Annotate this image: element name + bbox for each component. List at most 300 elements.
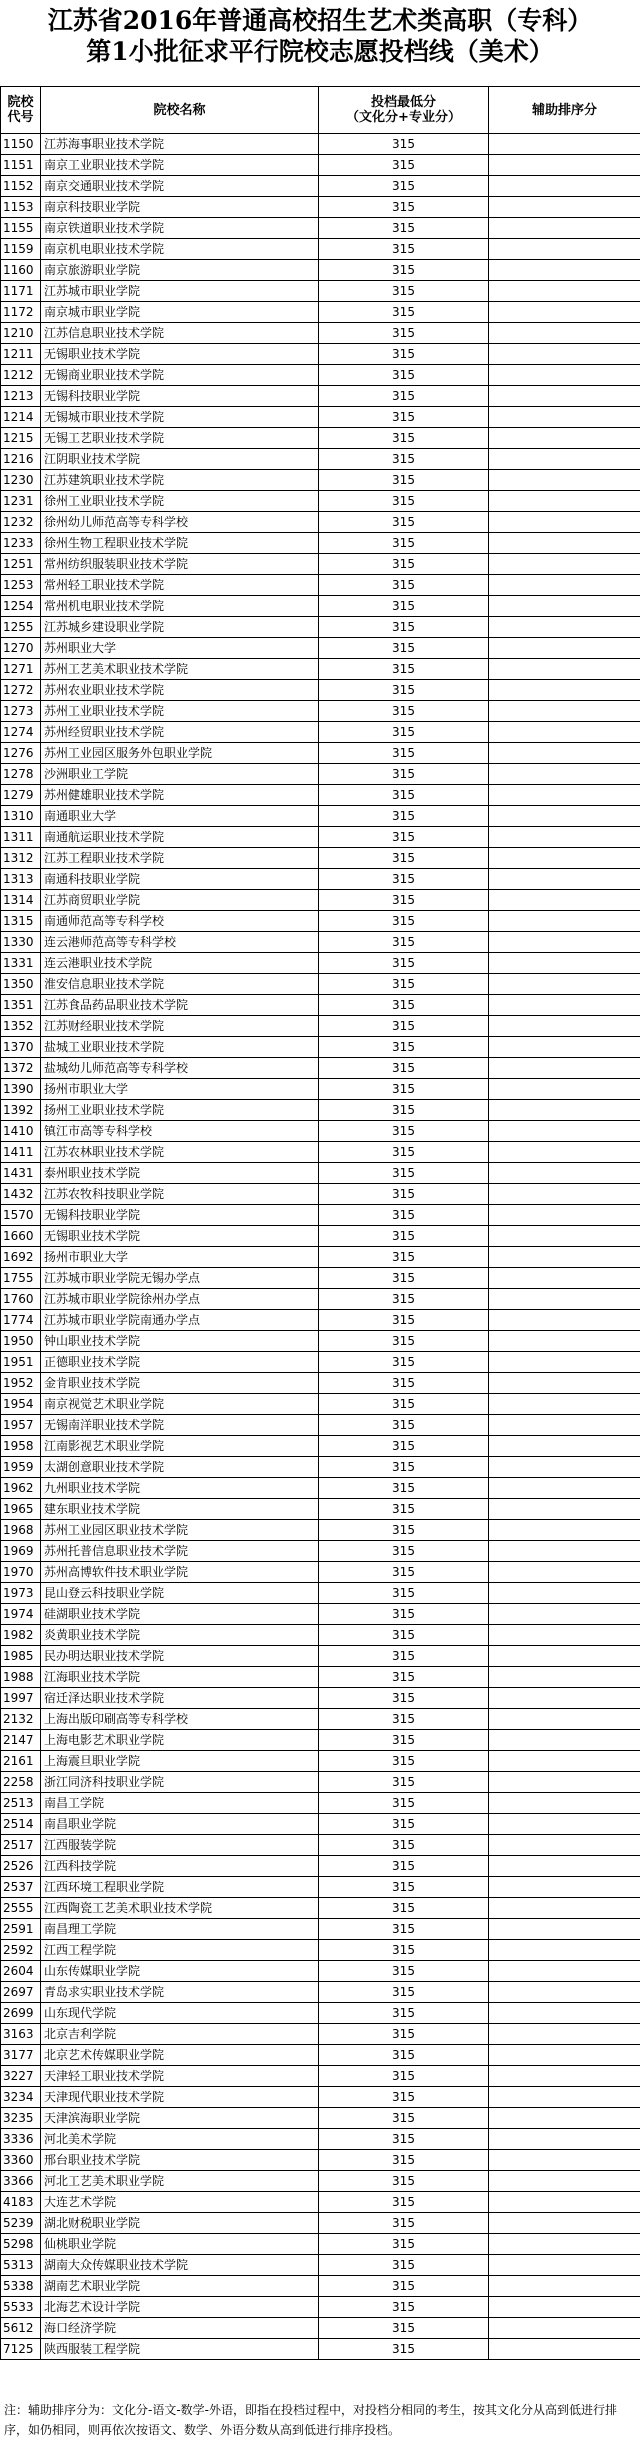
aux-rank-cell [489,2234,640,2255]
header-name: 院校名称 [41,87,319,134]
school-code-cell: 2526 [1,1856,41,1877]
school-code-cell: 1310 [1,806,41,827]
min-score-cell: 315 [319,1289,489,1310]
aux-rank-cell [489,680,640,701]
school-name-cell: 仙桃职业学院 [41,2234,319,2255]
min-score-cell: 315 [319,260,489,281]
min-score-cell: 315 [319,1373,489,1394]
school-code-cell: 2132 [1,1709,41,1730]
school-code-cell: 3177 [1,2045,41,2066]
aux-rank-cell [489,1016,640,1037]
min-score-cell: 315 [319,1247,489,1268]
table-row [1,1835,640,1856]
school-name-cell: 上海震旦职业学院 [41,1751,319,1772]
school-code-cell: 1274 [1,722,41,743]
aux-rank-cell [489,1436,640,1457]
school-name-cell: 上海电影艺术职业学院 [41,1730,319,1751]
min-score-cell: 315 [319,2003,489,2024]
school-code-cell: 5533 [1,2297,41,2318]
table-row [1,1814,640,1835]
school-code-cell: 1411 [1,1142,41,1163]
min-score-cell: 315 [319,806,489,827]
min-score-cell: 315 [319,1688,489,1709]
school-name-cell: 江西陶瓷工艺美术职业技术学院 [41,1898,319,1919]
aux-rank-cell [489,1667,640,1688]
min-score-cell: 315 [319,1625,489,1646]
aux-rank-cell [489,1814,640,1835]
school-code-cell: 1997 [1,1688,41,1709]
min-score-cell: 315 [319,365,489,386]
aux-rank-cell [489,428,640,449]
school-code-cell: 1774 [1,1310,41,1331]
min-score-cell: 315 [319,1268,489,1289]
min-score-cell: 315 [319,764,489,785]
aux-rank-cell [489,134,640,155]
school-name-cell: 泰州职业技术学院 [41,1163,319,1184]
school-code-cell: 1410 [1,1121,41,1142]
school-name-cell: 山东现代学院 [41,2003,319,2024]
aux-rank-cell [489,449,640,470]
school-code-cell: 1151 [1,155,41,176]
table-row [1,554,640,575]
school-name-cell: 宿迁泽达职业技术学院 [41,1688,319,1709]
table-row [1,1226,640,1247]
table-row [1,848,640,869]
table-row [1,239,640,260]
min-score-cell: 315 [319,1520,489,1541]
aux-rank-cell [489,743,640,764]
table-row [1,1037,640,1058]
school-code-cell: 1370 [1,1037,41,1058]
school-code-cell: 3366 [1,2171,41,2192]
aux-rank-cell [489,806,640,827]
min-score-cell: 315 [319,2129,489,2150]
aux-rank-cell [489,344,640,365]
aux-rank-cell [489,239,640,260]
aux-rank-cell [489,1310,640,1331]
table-row [1,827,640,848]
school-code-cell: 1232 [1,512,41,533]
table-row [1,1436,640,1457]
table-row [1,1268,640,1289]
school-name-cell: 青岛求实职业技术学院 [41,1982,319,2003]
school-name-cell: 北海艺术设计学院 [41,2297,319,2318]
min-score-cell: 315 [319,239,489,260]
table-row [1,869,640,890]
min-score-cell: 315 [319,386,489,407]
min-score-cell: 315 [319,281,489,302]
table-row [1,134,640,155]
school-code-cell: 1958 [1,1436,41,1457]
min-score-cell: 315 [319,932,489,953]
table-row [1,1352,640,1373]
school-name-cell: 南通航运职业技术学院 [41,827,319,848]
aux-rank-cell [489,1856,640,1877]
min-score-cell: 315 [319,218,489,239]
school-code-cell: 1973 [1,1583,41,1604]
aux-rank-cell [489,911,640,932]
aux-rank-cell [489,1205,640,1226]
table-row [1,1373,640,1394]
table-row [1,1982,640,2003]
aux-rank-cell [489,281,640,302]
school-name-cell: 南京旅游职业学院 [41,260,319,281]
table-row [1,1457,640,1478]
min-score-cell: 315 [319,701,489,722]
school-code-cell: 1160 [1,260,41,281]
school-name-cell: 上海出版印刷高等专科学校 [41,1709,319,1730]
min-score-cell: 315 [319,2045,489,2066]
aux-rank-cell [489,785,640,806]
table-row [1,2066,640,2087]
table-row [1,806,640,827]
school-code-cell: 1760 [1,1289,41,1310]
page-subtitle: 第1小批征求平行院校志愿投档线（美术） [86,37,554,66]
aux-rank-cell [489,1835,640,1856]
school-code-cell: 1968 [1,1520,41,1541]
min-score-cell: 315 [319,1478,489,1499]
school-name-cell: 江苏商贸职业学院 [41,890,319,911]
aux-rank-cell [489,1562,640,1583]
aux-rank-cell [489,1688,640,1709]
table-row [1,1646,640,1667]
table-row [1,1709,640,1730]
aux-rank-cell [489,2003,640,2024]
table-row [1,575,640,596]
min-score-cell: 315 [319,1037,489,1058]
school-name-cell: 无锡商业职业技术学院 [41,365,319,386]
school-name-cell: 南昌职业学院 [41,1814,319,1835]
school-name-cell: 九州职业技术学院 [41,1478,319,1499]
table-row [1,1919,640,1940]
school-code-cell: 1270 [1,638,41,659]
aux-rank-cell [489,1037,640,1058]
aux-rank-cell [489,1499,640,1520]
school-code-cell: 1974 [1,1604,41,1625]
school-name-cell: 盐城幼儿师范高等专科学校 [41,1058,319,1079]
table-row [1,1625,640,1646]
aux-rank-cell [489,1919,640,1940]
school-code-cell: 1570 [1,1205,41,1226]
min-score-cell: 315 [319,2276,489,2297]
school-code-cell: 1171 [1,281,41,302]
school-code-cell: 7125 [1,2339,41,2360]
table-row [1,428,640,449]
table-row [1,743,640,764]
school-name-cell: 山东传媒职业学院 [41,1961,319,1982]
school-code-cell: 2258 [1,1772,41,1793]
min-score-cell: 315 [319,596,489,617]
table-row [1,617,640,638]
min-score-cell: 315 [319,2339,489,2360]
table-row [1,2192,640,2213]
table-row [1,1205,640,1226]
school-name-cell: 江西科技学院 [41,1856,319,1877]
min-score-cell: 315 [319,1919,489,1940]
aux-rank-cell [489,1520,640,1541]
min-score-cell: 315 [319,722,489,743]
school-code-cell: 2697 [1,1982,41,2003]
table-row [1,1940,640,1961]
school-name-cell: 淮安信息职业技术学院 [41,974,319,995]
school-code-cell: 2592 [1,1940,41,1961]
table-row [1,1121,640,1142]
school-code-cell: 1211 [1,344,41,365]
school-name-cell: 河北工艺美术职业学院 [41,2171,319,2192]
aux-rank-cell [489,470,640,491]
table-row [1,1856,640,1877]
table-row [1,512,640,533]
aux-rank-cell [489,1772,640,1793]
aux-rank-cell [489,1541,640,1562]
table-row [1,2276,640,2297]
school-code-cell: 1965 [1,1499,41,1520]
table-row [1,1058,640,1079]
min-score-cell: 315 [319,512,489,533]
table-row [1,1877,640,1898]
table-row [1,386,640,407]
min-score-cell: 315 [319,1310,489,1331]
aux-rank-cell [489,1982,640,2003]
school-name-cell: 江苏财经职业技术学院 [41,1016,319,1037]
aux-rank-cell [489,2087,640,2108]
school-code-cell: 1152 [1,176,41,197]
school-code-cell: 1254 [1,596,41,617]
school-name-cell: 苏州农业职业技术学院 [41,680,319,701]
school-name-cell: 江苏城乡建设职业学院 [41,617,319,638]
aux-rank-cell [489,1268,640,1289]
school-code-cell: 1172 [1,302,41,323]
min-score-cell: 315 [319,197,489,218]
min-score-cell: 315 [319,1142,489,1163]
school-name-cell: 江阴职业技术学院 [41,449,319,470]
school-code-cell: 1155 [1,218,41,239]
school-name-cell: 江苏食品药品职业技术学院 [41,995,319,1016]
school-name-cell: 建东职业技术学院 [41,1499,319,1520]
school-code-cell: 1982 [1,1625,41,1646]
school-code-cell: 2517 [1,1835,41,1856]
school-code-cell: 2604 [1,1961,41,1982]
aux-rank-cell [489,197,640,218]
min-score-cell: 315 [319,848,489,869]
school-name-cell: 南京科技职业学院 [41,197,319,218]
aux-rank-cell [489,2024,640,2045]
school-code-cell: 1331 [1,953,41,974]
admission-table [0,86,640,2360]
school-name-cell: 江苏信息职业技术学院 [41,323,319,344]
min-score-cell: 315 [319,617,489,638]
table-row [1,638,640,659]
min-score-cell: 315 [319,2318,489,2339]
school-name-cell: 连云港师范高等专科学校 [41,932,319,953]
school-code-cell: 3163 [1,2024,41,2045]
min-score-cell: 315 [319,155,489,176]
table-row [1,491,640,512]
school-code-cell: 1350 [1,974,41,995]
aux-rank-cell [489,155,640,176]
school-code-cell: 1952 [1,1373,41,1394]
table-row [1,701,640,722]
school-code-cell: 5298 [1,2234,41,2255]
school-name-cell: 镇江市高等专科学校 [41,1121,319,1142]
school-name-cell: 南昌工学院 [41,1793,319,1814]
school-code-cell: 5338 [1,2276,41,2297]
aux-rank-cell [489,596,640,617]
table-body [1,134,640,2360]
min-score-cell: 315 [319,1016,489,1037]
aux-rank-cell [489,1142,640,1163]
table-header-row [1,87,640,134]
school-code-cell: 1159 [1,239,41,260]
school-name-cell: 江苏城市职业学院南通办学点 [41,1310,319,1331]
aux-rank-cell [489,1394,640,1415]
school-code-cell: 1432 [1,1184,41,1205]
school-code-cell: 1330 [1,932,41,953]
school-name-cell: 苏州经贸职业技术学院 [41,722,319,743]
min-score-cell: 315 [319,176,489,197]
table-row [1,596,640,617]
min-score-cell: 315 [319,1772,489,1793]
aux-rank-cell [489,218,640,239]
min-score-cell: 315 [319,1100,489,1121]
school-code-cell: 1969 [1,1541,41,1562]
school-name-cell: 南昌理工学院 [41,1919,319,1940]
school-name-cell: 南通师范高等专科学校 [41,911,319,932]
aux-rank-cell [489,1352,640,1373]
school-name-cell: 大连艺术学院 [41,2192,319,2213]
school-name-cell: 徐州幼儿师范高等专科学校 [41,512,319,533]
table-row [1,1184,640,1205]
school-name-cell: 钟山职业技术学院 [41,1331,319,1352]
school-code-cell: 1372 [1,1058,41,1079]
aux-rank-cell [489,1457,640,1478]
table-row [1,1163,640,1184]
aux-rank-cell [489,1646,640,1667]
school-code-cell: 1660 [1,1226,41,1247]
school-code-cell: 1954 [1,1394,41,1415]
school-code-cell: 1153 [1,197,41,218]
aux-rank-cell [489,1163,640,1184]
min-score-cell: 315 [319,554,489,575]
school-name-cell: 湖北财税职业学院 [41,2213,319,2234]
school-code-cell: 3235 [1,2108,41,2129]
school-name-cell: 南京工业职业技术学院 [41,155,319,176]
school-name-cell: 盐城工业职业技术学院 [41,1037,319,1058]
min-score-cell: 315 [319,1583,489,1604]
aux-rank-cell [489,386,640,407]
school-name-cell: 邢台职业技术学院 [41,2150,319,2171]
school-code-cell: 1231 [1,491,41,512]
school-name-cell: 昆山登云科技职业学院 [41,1583,319,1604]
min-score-cell: 315 [319,1898,489,1919]
school-name-cell: 浙江同济科技职业学院 [41,1772,319,1793]
school-name-cell: 沙洲职业工学院 [41,764,319,785]
aux-rank-cell [489,302,640,323]
aux-rank-cell [489,2150,640,2171]
min-score-cell: 315 [319,1226,489,1247]
school-name-cell: 常州机电职业技术学院 [41,596,319,617]
min-score-cell: 315 [319,1709,489,1730]
school-name-cell: 海口经济学院 [41,2318,319,2339]
table-row [1,1898,640,1919]
school-name-cell: 炎黄职业技术学院 [41,1625,319,1646]
school-name-cell: 苏州工业园区职业技术学院 [41,1520,319,1541]
min-score-cell: 315 [319,575,489,596]
table-row [1,533,640,554]
min-score-cell: 315 [319,2255,489,2276]
school-name-cell: 无锡职业技术学院 [41,1226,319,1247]
school-code-cell: 1970 [1,1562,41,1583]
aux-rank-cell [489,554,640,575]
min-score-cell: 315 [319,953,489,974]
school-code-cell: 3227 [1,2066,41,2087]
min-score-cell: 315 [319,1121,489,1142]
school-code-cell: 1390 [1,1079,41,1100]
school-name-cell: 湖南大众传媒职业技术学院 [41,2255,319,2276]
table-row [1,680,640,701]
min-score-cell: 315 [319,890,489,911]
school-name-cell: 无锡工艺职业技术学院 [41,428,319,449]
school-code-cell: 1951 [1,1352,41,1373]
aux-rank-cell [489,2276,640,2297]
table-row [1,1331,640,1352]
table-row [1,449,640,470]
school-name-cell: 江西服装学院 [41,1835,319,1856]
footnote: 注：辅助排序分为：文化分-语文-数学-外语，即指在投档过程中，对投档分相同的考生，按其文化分从高到低进行排序，如仍相同，则再依次按语文、数学、外语分数从高到低进行排序投档。 [4,2403,617,2437]
school-name-cell: 天津轻工职业技术学院 [41,2066,319,2087]
aux-rank-cell [489,1478,640,1499]
school-name-cell: 南通职业大学 [41,806,319,827]
min-score-cell: 315 [319,491,489,512]
school-name-cell: 江苏城市职业学院无锡办学点 [41,1268,319,1289]
aux-rank-cell [489,1898,640,1919]
aux-rank-cell [489,1793,640,1814]
school-name-cell: 苏州托普信息职业技术学院 [41,1541,319,1562]
aux-rank-cell [489,869,640,890]
aux-rank-cell [489,1730,640,1751]
school-code-cell: 1213 [1,386,41,407]
min-score-cell: 315 [319,2213,489,2234]
school-code-cell: 3336 [1,2129,41,2150]
school-name-cell: 苏州工业职业技术学院 [41,701,319,722]
min-score-cell: 315 [319,2150,489,2171]
table-row [1,1247,640,1268]
aux-rank-cell [489,2192,640,2213]
min-score-cell: 315 [319,1163,489,1184]
school-name-cell: 南京城市职业学院 [41,302,319,323]
aux-rank-cell [489,1373,640,1394]
min-score-cell: 315 [319,1730,489,1751]
table-row [1,764,640,785]
school-code-cell: 1988 [1,1667,41,1688]
aux-rank-cell [489,491,640,512]
table-row [1,1730,640,1751]
aux-rank-cell [489,1331,640,1352]
school-name-cell: 江西工程学院 [41,1940,319,1961]
school-code-cell: 5612 [1,2318,41,2339]
school-name-cell: 江苏农林职业技术学院 [41,1142,319,1163]
aux-rank-cell [489,260,640,281]
school-name-cell: 天津滨海职业学院 [41,2108,319,2129]
school-name-cell: 江苏建筑职业技术学院 [41,470,319,491]
table-row [1,1079,640,1100]
min-score-cell: 315 [319,869,489,890]
table-row [1,1142,640,1163]
school-code-cell: 1212 [1,365,41,386]
table-row [1,176,640,197]
aux-rank-cell [489,1583,640,1604]
min-score-cell: 315 [319,1499,489,1520]
